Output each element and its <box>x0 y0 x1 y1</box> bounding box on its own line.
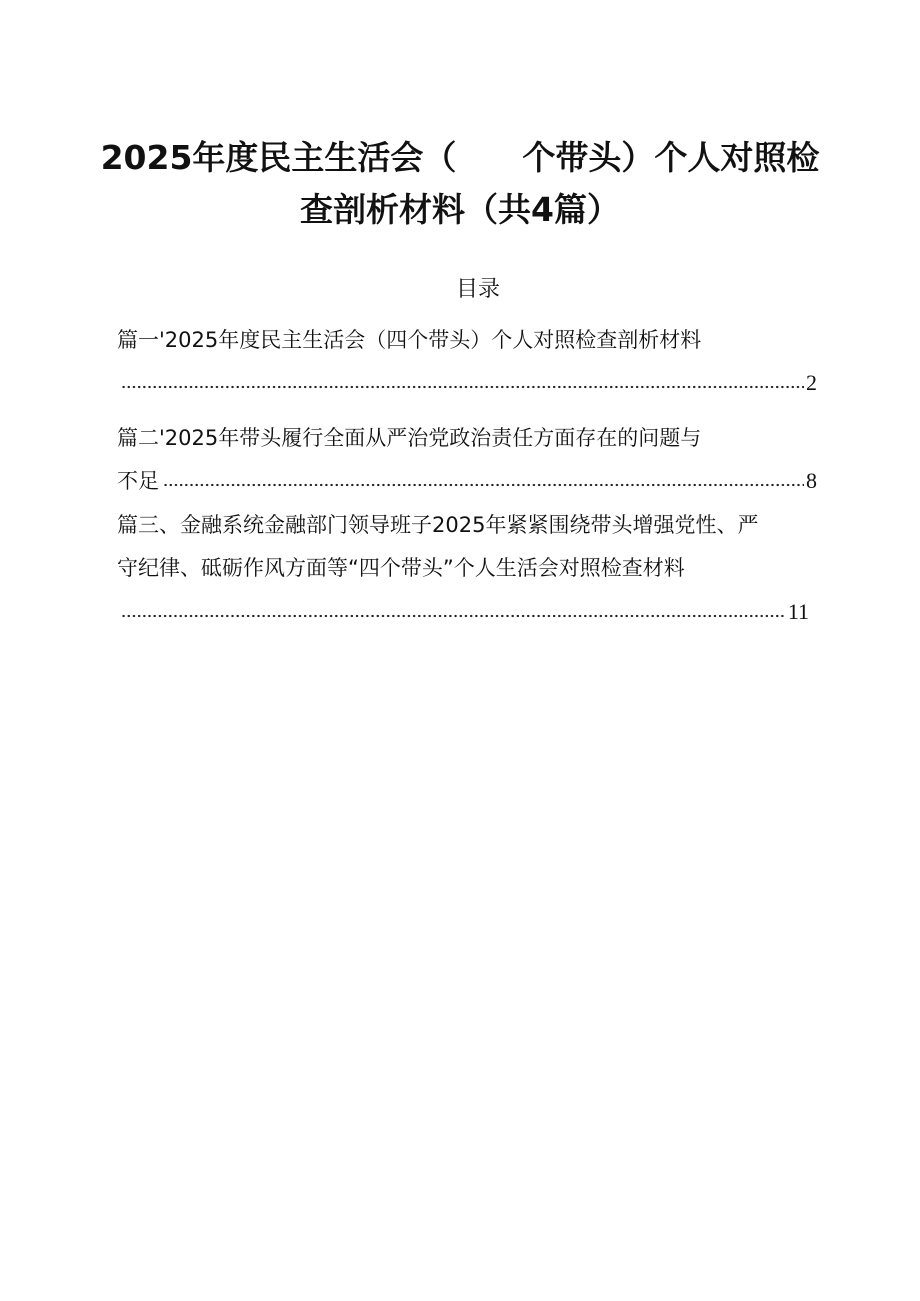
toc-entry-1-leader-row[interactable] <box>117 368 817 398</box>
toc-entry-3-text-line-2[interactable]: 守纪律、砥砺作风方面等“四个带头”个人生活会对照检查材料 <box>117 556 685 580</box>
toc-entry-3-leader-row[interactable] <box>117 597 809 627</box>
toc-heading: 目录 <box>455 277 500 302</box>
document-title-line-1: 2025年度民主生活会（ 个带头）个人对照检 <box>100 138 820 177</box>
toc-entry-2-dot-leader <box>163 482 804 488</box>
toc-entry-2-prefix: 不足 <box>117 469 159 493</box>
toc-entry-1-page-number: 2 <box>806 370 817 395</box>
toc-entry-1-dot-leader <box>121 384 804 390</box>
document-title-line-2: 查剖析材料（共4篇） <box>300 190 620 229</box>
toc-entry-3-page-number: 11 <box>787 599 809 624</box>
toc-entry-3-dot-leader <box>121 613 786 619</box>
toc-entry-3-text-line-1[interactable]: 篇三、金融系统金融部门领导班子2025年紧紧围绕带头增强党性、严 <box>117 513 759 537</box>
toc-entry-2-text[interactable]: 篇二'2025年带头履行全面从严治党政治责任方面存在的问题与 <box>117 426 702 450</box>
toc-entry-1-text[interactable]: 篇一'2025年度民主生活会（四个带头）个人对照检查剖析材料 <box>117 328 702 352</box>
toc-entry-2-leader-row[interactable] <box>117 466 817 496</box>
toc-entry-2-page-number: 8 <box>806 468 817 493</box>
